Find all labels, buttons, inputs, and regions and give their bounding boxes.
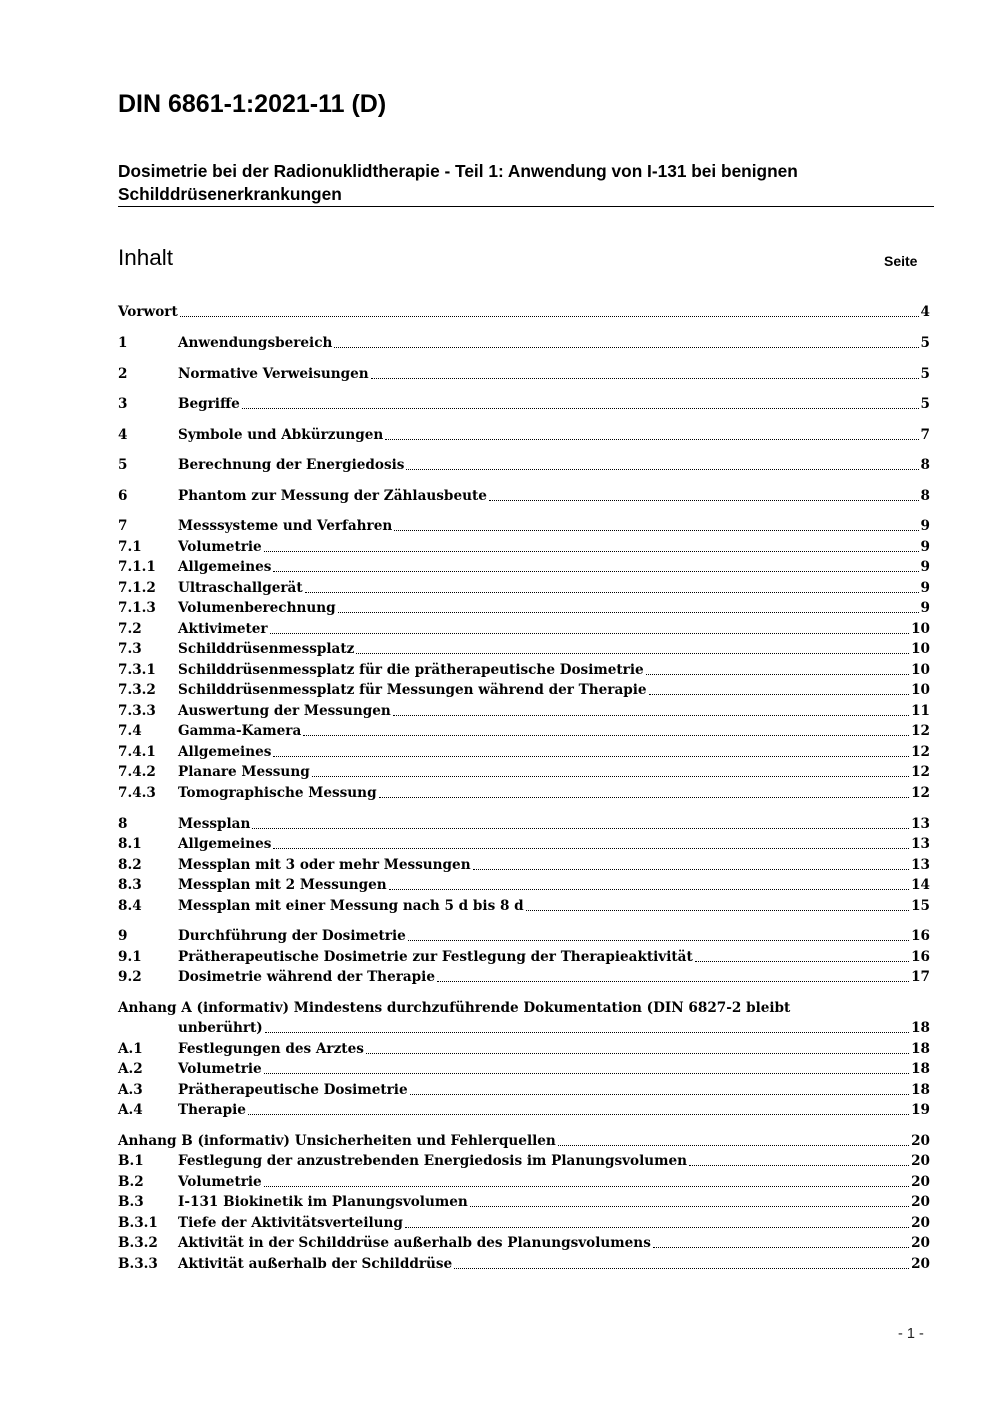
toc-entry-number: 1 <box>118 335 128 351</box>
toc-entry-number: A.2 <box>118 1061 143 1077</box>
toc-dot-leader <box>695 961 909 962</box>
toc-entry-page: 13 <box>911 816 930 832</box>
toc-dot-leader <box>252 828 909 829</box>
toc-entry-number: 7.3.1 <box>118 662 156 678</box>
toc-dot-leader <box>489 500 919 501</box>
toc-page-label: Seite <box>884 253 918 269</box>
toc-entry[interactable] <box>118 1233 930 1253</box>
document-id: DIN 6861-1:2021-11 (D) <box>118 90 387 118</box>
toc-entry-number: 9.2 <box>118 969 142 985</box>
toc-entry-title: Prätherapeutische Dosimetrie <box>178 1082 408 1098</box>
toc-entry-title: Festlegungen des Arztes <box>178 1041 364 1057</box>
toc-entry-number: B.3.3 <box>118 1256 158 1272</box>
subtitle-line-1: Dosimetrie bei der Radionuklidtherapie - Teil 1: Anwendung von I-131 bei benignen <box>118 161 798 181</box>
toc-entry[interactable] <box>118 896 930 916</box>
toc-dot-leader <box>408 940 909 941</box>
toc-dot-leader <box>248 1114 909 1115</box>
toc-entry-page: 18 <box>911 1041 930 1057</box>
toc-entry-page: 20 <box>911 1194 930 1210</box>
toc-entry-number: 8.2 <box>118 857 142 873</box>
toc-entry[interactable] <box>118 598 930 618</box>
toc-entry-title: Tiefe der Aktivitätsverteilung <box>178 1215 403 1231</box>
toc-entry-page: 9 <box>920 539 930 555</box>
toc-entry[interactable] <box>118 394 930 414</box>
toc-entry-title: Festlegung der anzustrebenden Energiedosis im Planungsvolumen <box>178 1153 688 1169</box>
toc-entry-title: Ultraschallgerät <box>178 580 303 596</box>
toc-entry-page: 5 <box>920 396 930 412</box>
toc-entry-title: Auswertung der Messungen <box>178 703 391 719</box>
toc-entry-page: 20 <box>911 1133 930 1149</box>
toc-dot-leader <box>473 869 910 870</box>
toc-entry-number: 7.1 <box>118 539 142 555</box>
toc-dot-leader <box>646 674 909 675</box>
toc-entry[interactable] <box>118 333 930 353</box>
toc-entry-title: Volumetrie <box>178 1174 262 1190</box>
toc-entry-page: 9 <box>920 559 930 575</box>
toc-entry[interactable] <box>118 660 930 680</box>
toc-dot-leader <box>405 1227 909 1228</box>
toc-entry[interactable] <box>118 1039 930 1059</box>
toc-entry-number: 2 <box>118 366 128 382</box>
toc-dot-leader <box>366 1053 909 1054</box>
toc-entry[interactable] <box>118 834 930 854</box>
toc-entry[interactable] <box>118 783 930 803</box>
toc-entry-number: B.2 <box>118 1174 144 1190</box>
toc-entry-number: 7.4.3 <box>118 785 156 801</box>
toc-entry-number: 7.1.3 <box>118 600 156 616</box>
toc-entry[interactable] <box>118 619 930 639</box>
toc-entry-title: Therapie <box>178 1102 246 1118</box>
toc-entry-page: 12 <box>911 764 930 780</box>
toc-entry[interactable] <box>118 302 930 322</box>
toc-entry[interactable] <box>118 364 930 384</box>
toc-entry-page: 20 <box>911 1235 930 1251</box>
toc-entry-number: 8 <box>118 816 128 832</box>
toc-entry-title: Planare Messung <box>178 764 310 780</box>
toc-entry-number: 8.4 <box>118 898 142 914</box>
document-subtitle <box>118 160 918 206</box>
toc-entry-title: Schilddrüsenmessplatz für die prätherapeutische Dosimetrie <box>178 662 644 678</box>
toc-entry[interactable] <box>118 680 930 700</box>
toc-entry-page: 12 <box>911 744 930 760</box>
toc-entry[interactable] <box>118 557 930 577</box>
toc-entry[interactable] <box>118 742 930 762</box>
toc-dot-leader <box>653 1247 909 1248</box>
toc-entry-page: 18 <box>911 1020 930 1036</box>
toc-entry[interactable] <box>118 1172 930 1192</box>
toc-dot-leader <box>385 439 918 440</box>
toc-dot-leader <box>454 1268 909 1269</box>
toc-dot-leader <box>371 378 919 379</box>
toc-entry-number: 9.1 <box>118 949 142 965</box>
toc-entry-page: 20 <box>911 1153 930 1169</box>
toc-dot-leader <box>393 715 909 716</box>
toc-entry[interactable] <box>118 578 930 598</box>
toc-entry[interactable] <box>118 1151 930 1171</box>
toc-entry-title: Messsysteme und Verfahren <box>178 518 393 534</box>
toc-entry-title: Aktivimeter <box>178 621 268 637</box>
toc-entry-page: 9 <box>920 600 930 616</box>
toc-dot-leader <box>406 469 918 470</box>
toc-entry-page: 10 <box>911 662 930 678</box>
toc-dot-leader <box>389 889 909 890</box>
toc-entry[interactable] <box>118 947 930 967</box>
toc-entry-page: 17 <box>911 969 930 985</box>
toc-dot-leader <box>265 1032 909 1033</box>
toc-entry-number: 6 <box>118 488 128 504</box>
toc-dot-leader <box>356 653 909 654</box>
toc-entry-number: 4 <box>118 427 128 443</box>
toc-entry-page: 20 <box>911 1174 930 1190</box>
toc-entry-page: 16 <box>911 928 930 944</box>
toc-entry[interactable] <box>118 1192 930 1212</box>
toc-entry-title: Schilddrüsenmessplatz für Messungen während der Therapie <box>178 682 647 698</box>
toc-dot-leader <box>242 408 919 409</box>
toc-entry-title: Normative Verweisungen <box>178 366 369 382</box>
toc-entry[interactable] <box>118 516 930 536</box>
toc-dot-leader <box>334 347 918 348</box>
toc-heading: Inhalt <box>118 245 174 270</box>
toc-entry[interactable] <box>118 814 930 834</box>
toc-entry[interactable] <box>118 998 930 1018</box>
toc-entry-page: 12 <box>911 785 930 801</box>
toc-entry-title: Phantom zur Messung der Zählausbeute <box>178 488 487 504</box>
toc-entry-page: 9 <box>920 580 930 596</box>
toc-entry[interactable] <box>118 967 930 987</box>
toc-entry-page: 8 <box>920 488 930 504</box>
toc-entry-title: Symbole und Abkürzungen <box>178 427 384 443</box>
subtitle-line-2: Schilddrüsenerkrankungen <box>118 184 342 204</box>
toc-entry-page: 16 <box>911 949 930 965</box>
toc-entry-page: 20 <box>911 1256 930 1272</box>
toc-entry-title: Prätherapeutische Dosimetrie zur Festlegung der Therapieaktivität <box>178 949 693 965</box>
toc-entry-number: A.3 <box>118 1082 143 1098</box>
toc-entry-page: 18 <box>911 1061 930 1077</box>
toc-entry-title: Gamma-Kamera <box>178 723 302 739</box>
toc-entry-title: Aktivität in der Schilddrüse außerhalb des Planungsvolumens <box>178 1235 651 1251</box>
toc-entry[interactable] <box>118 926 930 946</box>
header-divider <box>118 206 934 207</box>
toc-entry-title: Volumetrie <box>178 1061 262 1077</box>
toc-entry-title: Volumenberechnung <box>178 600 336 616</box>
toc-entry-title: Messplan mit einer Messung nach 5 d bis 8 d <box>178 898 524 914</box>
toc-entry-number: 9 <box>118 928 128 944</box>
toc-entry-title: Aktivität außerhalb der Schilddrüse <box>178 1256 453 1272</box>
toc-entry-number: B.3 <box>118 1194 144 1210</box>
toc-entry-number: B.1 <box>118 1153 144 1169</box>
toc-entry-number: 7.4 <box>118 723 142 739</box>
toc-entry-number: 7.3.3 <box>118 703 156 719</box>
toc-entry[interactable] <box>118 1059 930 1079</box>
toc-dot-leader <box>305 592 919 593</box>
toc-entry-number: 7.1.1 <box>118 559 156 575</box>
toc-entry-title: Tomographische Messung <box>178 785 377 801</box>
toc-entry-page: 8 <box>920 457 930 473</box>
toc-entry-page: 11 <box>911 703 930 719</box>
toc-entry-number: 3 <box>118 396 128 412</box>
toc-entry-title: Begriffe <box>178 396 240 412</box>
toc-dot-leader <box>264 551 919 552</box>
toc-entry-title: Messplan <box>178 816 251 832</box>
toc-entry-number: 8.1 <box>118 836 142 852</box>
toc-entry-page: 13 <box>911 836 930 852</box>
toc-entry-title: Anhang A (informativ) Mindestens durchzuführende Dokumentation (DIN 6827-2 bleibt <box>118 1000 791 1016</box>
toc-entry-number: 7 <box>118 518 128 534</box>
toc-entry[interactable] <box>118 486 930 506</box>
toc-entry-title: Anhang B (informativ) Unsicherheiten und Fehlerquellen <box>118 1133 556 1149</box>
toc-entry-number: 7.3 <box>118 641 142 657</box>
toc-dot-leader <box>689 1165 909 1166</box>
toc-entry-page: 15 <box>911 898 930 914</box>
toc-entry[interactable] <box>118 639 930 659</box>
toc-dot-leader <box>470 1206 909 1207</box>
toc-entry[interactable] <box>118 455 930 475</box>
toc-entry-number: A.4 <box>118 1102 143 1118</box>
toc-entry[interactable] <box>118 537 930 557</box>
toc-entry-title: Messplan mit 3 oder mehr Messungen <box>178 857 471 873</box>
toc-dot-leader <box>437 981 909 982</box>
toc-entry-number: A.1 <box>118 1041 143 1057</box>
toc-entry-title: Allgemeines <box>178 836 272 852</box>
toc-entry[interactable] <box>118 1131 930 1151</box>
toc-dot-leader <box>273 756 909 757</box>
toc-entry-title: I-131 Biokinetik im Planungsvolumen <box>178 1194 468 1210</box>
toc-dot-leader <box>312 776 909 777</box>
toc-entry-number: 5 <box>118 457 128 473</box>
toc-entry-number: 7.1.2 <box>118 580 156 596</box>
toc-entry[interactable] <box>118 1100 930 1120</box>
toc-dot-leader <box>394 530 918 531</box>
toc-entry-page: 12 <box>911 723 930 739</box>
toc-dot-leader <box>338 612 919 613</box>
toc-entry-number: 7.3.2 <box>118 682 156 698</box>
toc-dot-leader <box>303 735 909 736</box>
toc-entry-page: 5 <box>920 366 930 382</box>
toc-dot-leader <box>180 316 919 317</box>
toc-entry-title: Durchführung der Dosimetrie <box>178 928 406 944</box>
toc-entry-page: 10 <box>911 621 930 637</box>
toc-entry[interactable] <box>118 1254 930 1274</box>
toc-entry-title: unberührt) <box>178 1020 263 1036</box>
toc-entry-number: 7.2 <box>118 621 142 637</box>
toc-entry-title: Vorwort <box>118 304 178 320</box>
toc-entry-number: B.3.1 <box>118 1215 158 1231</box>
toc-entry-page: 18 <box>911 1082 930 1098</box>
toc-dot-leader <box>273 848 909 849</box>
toc-entry-number: B.3.2 <box>118 1235 158 1251</box>
toc-dot-leader <box>649 694 910 695</box>
toc-dot-leader <box>273 571 918 572</box>
toc-entry-title: Volumetrie <box>178 539 262 555</box>
toc-entry-page: 10 <box>911 641 930 657</box>
toc-entry-title: Anwendungsbereich <box>178 335 333 351</box>
toc-entry[interactable] <box>118 701 930 721</box>
toc-entry-title: Allgemeines <box>178 744 272 760</box>
toc-entry-page: 7 <box>920 427 930 443</box>
toc-entry[interactable] <box>118 762 930 782</box>
toc-entry[interactable] <box>118 855 930 875</box>
toc-entry-page: 20 <box>911 1215 930 1231</box>
toc-entry-title: Messplan mit 2 Messungen <box>178 877 387 893</box>
toc-dot-leader <box>410 1094 909 1095</box>
toc-entry-title: Allgemeines <box>178 559 272 575</box>
toc-entry-page: 4 <box>920 304 930 320</box>
toc-entry[interactable] <box>118 425 930 445</box>
toc-entry-page: 9 <box>920 518 930 534</box>
toc-dot-leader <box>264 1073 909 1074</box>
toc-entry[interactable] <box>118 1018 930 1038</box>
toc-entry-page: 19 <box>911 1102 930 1118</box>
toc-entry[interactable] <box>118 1213 930 1233</box>
toc-dot-leader <box>526 910 909 911</box>
page-number: - 1 - <box>898 1326 924 1342</box>
toc-entry-page: 5 <box>920 335 930 351</box>
toc-entry-number: 7.4.2 <box>118 764 156 780</box>
toc-dot-leader <box>558 1145 909 1146</box>
toc-entry-page: 10 <box>911 682 930 698</box>
toc-entry[interactable] <box>118 875 930 895</box>
toc-dot-leader <box>264 1186 909 1187</box>
toc-entry-number: 7.4.1 <box>118 744 156 760</box>
toc-dot-leader <box>379 797 910 798</box>
toc-entry-number: 8.3 <box>118 877 142 893</box>
toc-entry-page: 13 <box>911 857 930 873</box>
toc-dot-leader <box>270 633 909 634</box>
toc-entry-page: 14 <box>911 877 930 893</box>
toc-entry[interactable] <box>118 721 930 741</box>
toc-entry-title: Dosimetrie während der Therapie <box>178 969 436 985</box>
toc-entry[interactable] <box>118 1080 930 1100</box>
toc-entry-title: Berechnung der Energiedosis <box>178 457 405 473</box>
toc-entry-title: Schilddrüsenmessplatz <box>178 641 355 657</box>
